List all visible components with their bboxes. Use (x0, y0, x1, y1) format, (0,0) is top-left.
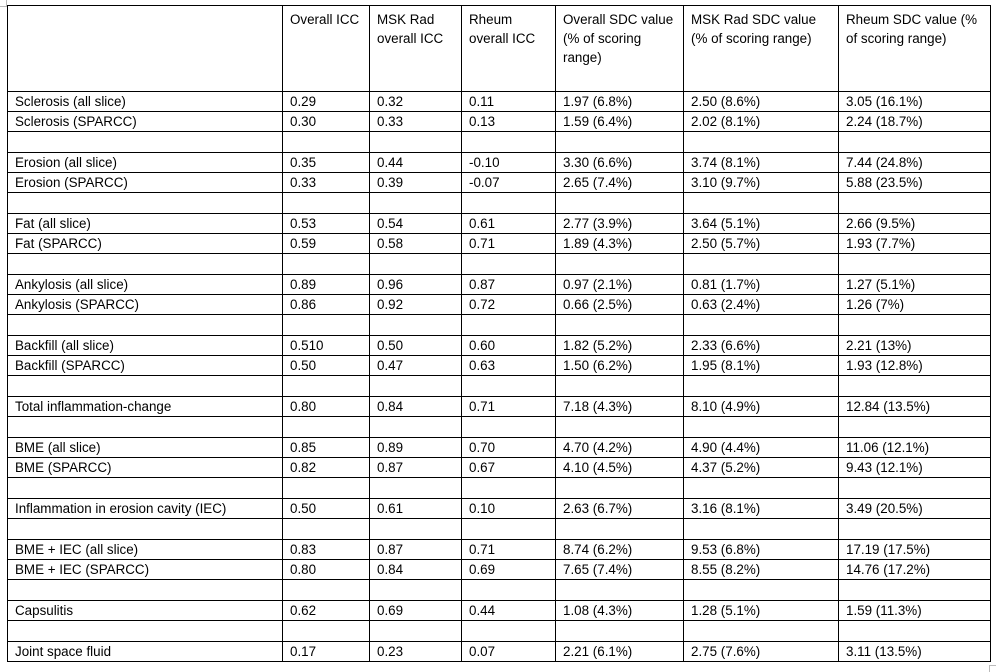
cell-rheum-icc (462, 132, 556, 153)
header-msk-rad-icc: MSK Rad overall ICC (370, 6, 462, 92)
cell-rheum-sdc (839, 621, 991, 642)
cell-msk-rad-icc: 0.23 (370, 642, 462, 662)
cell-rheum-icc: 0.67 (462, 458, 556, 478)
cell-msk-rad-sdc (684, 132, 839, 153)
cell-measure: Inflammation in erosion cavity (IEC) (8, 499, 283, 519)
cell-rheum-icc: 0.71 (462, 540, 556, 560)
icc-sdc-table (7, 5, 991, 662)
cell-msk-rad-icc (370, 132, 462, 153)
header-rheum-sdc: Rheum SDC value (% of scoring range) (839, 6, 991, 92)
cell-overall-icc (283, 478, 370, 499)
cell-rheum-sdc: 2.24 (18.7%) (839, 112, 991, 132)
table-row (8, 540, 991, 560)
cell-measure (8, 621, 283, 642)
cell-overall-icc: 0.29 (283, 92, 370, 112)
cell-rheum-sdc: 3.11 (13.5%) (839, 642, 991, 662)
cell-measure: BME + IEC (all slice) (8, 540, 283, 560)
cell-msk-rad-icc (370, 254, 462, 275)
header-msk-rad-sdc: MSK Rad SDC value (% of scoring range) (684, 6, 839, 92)
cell-msk-rad-icc (370, 519, 462, 540)
cell-overall-sdc: 2.63 (6.7%) (556, 499, 684, 519)
cell-measure (8, 478, 283, 499)
cell-overall-sdc (556, 193, 684, 214)
cell-msk-rad-sdc: 2.33 (6.6%) (684, 336, 839, 356)
cell-overall-icc (283, 315, 370, 336)
header-overall-sdc: Overall SDC value (% of scoring range) (556, 6, 684, 92)
table-row (8, 153, 991, 173)
cell-measure (8, 580, 283, 601)
cell-overall-sdc (556, 132, 684, 153)
spacer-row (8, 376, 991, 397)
cell-overall-sdc: 1.50 (6.2%) (556, 356, 684, 376)
cell-rheum-sdc: 2.21 (13%) (839, 336, 991, 356)
cell-rheum-icc (462, 193, 556, 214)
table-row (8, 234, 991, 254)
table-row (8, 397, 991, 417)
cell-overall-icc (283, 376, 370, 397)
cell-rheum-icc: 0.07 (462, 642, 556, 662)
cell-msk-rad-icc: 0.92 (370, 295, 462, 315)
spacer-row (8, 478, 991, 499)
cell-rheum-icc: -0.07 (462, 173, 556, 193)
table-row (8, 601, 991, 621)
cell-rheum-sdc: 1.93 (7.7%) (839, 234, 991, 254)
cell-measure (8, 519, 283, 540)
table-row (8, 92, 991, 112)
cell-rheum-sdc (839, 478, 991, 499)
spacer-row (8, 580, 991, 601)
cell-measure: Joint space fluid (8, 642, 283, 662)
cell-msk-rad-sdc: 1.28 (5.1%) (684, 601, 839, 621)
cell-msk-rad-sdc: 2.50 (5.7%) (684, 234, 839, 254)
table-row (8, 642, 991, 662)
spacer-row (8, 132, 991, 153)
cell-rheum-icc: 0.69 (462, 560, 556, 580)
cell-rheum-sdc (839, 376, 991, 397)
cell-rheum-sdc (839, 519, 991, 540)
cell-overall-icc: 0.50 (283, 499, 370, 519)
cell-overall-sdc (556, 478, 684, 499)
cell-rheum-icc (462, 254, 556, 275)
cell-msk-rad-sdc: 2.02 (8.1%) (684, 112, 839, 132)
cell-msk-rad-sdc (684, 621, 839, 642)
cell-msk-rad-icc: 0.47 (370, 356, 462, 376)
cell-overall-sdc: 4.70 (4.2%) (556, 438, 684, 458)
cell-msk-rad-sdc: 3.64 (5.1%) (684, 214, 839, 234)
cell-overall-sdc: 2.65 (7.4%) (556, 173, 684, 193)
cell-msk-rad-sdc: 4.37 (5.2%) (684, 458, 839, 478)
cell-overall-icc: 0.53 (283, 214, 370, 234)
cell-overall-icc: 0.50 (283, 356, 370, 376)
cell-rheum-icc (462, 519, 556, 540)
table-row (8, 336, 991, 356)
cell-measure: Erosion (SPARCC) (8, 173, 283, 193)
cell-measure: BME (SPARCC) (8, 458, 283, 478)
cell-rheum-sdc: 7.44 (24.8%) (839, 153, 991, 173)
cell-measure: Fat (all slice) (8, 214, 283, 234)
cell-rheum-icc: 0.13 (462, 112, 556, 132)
header-measure (8, 6, 283, 92)
cell-msk-rad-icc (370, 417, 462, 438)
cell-msk-rad-icc: 0.84 (370, 397, 462, 417)
cell-overall-sdc: 2.21 (6.1%) (556, 642, 684, 662)
cell-overall-sdc: 7.18 (4.3%) (556, 397, 684, 417)
cell-msk-rad-sdc (684, 417, 839, 438)
cell-overall-sdc: 1.97 (6.8%) (556, 92, 684, 112)
cell-rheum-sdc (839, 417, 991, 438)
cell-overall-sdc (556, 254, 684, 275)
cell-rheum-sdc: 9.43 (12.1%) (839, 458, 991, 478)
cell-rheum-sdc (839, 193, 991, 214)
cell-rheum-icc: 0.11 (462, 92, 556, 112)
cell-msk-rad-sdc: 3.16 (8.1%) (684, 499, 839, 519)
cell-rheum-sdc: 14.76 (17.2%) (839, 560, 991, 580)
cell-msk-rad-sdc (684, 315, 839, 336)
cell-overall-sdc: 0.66 (2.5%) (556, 295, 684, 315)
cell-overall-icc: 0.62 (283, 601, 370, 621)
cell-overall-sdc (556, 621, 684, 642)
table-row (8, 356, 991, 376)
cell-overall-icc (283, 254, 370, 275)
cell-measure: Fat (SPARCC) (8, 234, 283, 254)
spacer-row (8, 621, 991, 642)
cell-msk-rad-icc: 0.54 (370, 214, 462, 234)
cell-rheum-icc (462, 580, 556, 601)
cell-msk-rad-icc (370, 621, 462, 642)
cell-msk-rad-sdc: 4.90 (4.4%) (684, 438, 839, 458)
table-container (7, 5, 991, 662)
cell-overall-sdc: 0.97 (2.1%) (556, 275, 684, 295)
cell-msk-rad-sdc: 3.74 (8.1%) (684, 153, 839, 173)
cell-rheum-sdc: 1.59 (11.3%) (839, 601, 991, 621)
cell-msk-rad-sdc: 9.53 (6.8%) (684, 540, 839, 560)
cell-msk-rad-icc: 0.39 (370, 173, 462, 193)
cell-msk-rad-icc: 0.89 (370, 438, 462, 458)
header-overall-icc: Overall ICC (283, 6, 370, 92)
cell-msk-rad-icc (370, 376, 462, 397)
cell-msk-rad-sdc: 2.50 (8.6%) (684, 92, 839, 112)
cell-msk-rad-icc (370, 193, 462, 214)
cell-msk-rad-sdc: 1.95 (8.1%) (684, 356, 839, 376)
cell-rheum-icc: 0.10 (462, 499, 556, 519)
cell-measure: Ankylosis (all slice) (8, 275, 283, 295)
table-row (8, 275, 991, 295)
cell-overall-sdc (556, 315, 684, 336)
cell-overall-icc: 0.80 (283, 397, 370, 417)
cell-msk-rad-sdc (684, 519, 839, 540)
cell-measure: Ankylosis (SPARCC) (8, 295, 283, 315)
cell-overall-sdc: 3.30 (6.6%) (556, 153, 684, 173)
cell-measure: Sclerosis (SPARCC) (8, 112, 283, 132)
cell-overall-icc (283, 580, 370, 601)
spacer-row (8, 417, 991, 438)
table-row (8, 438, 991, 458)
cell-msk-rad-sdc (684, 254, 839, 275)
cell-msk-rad-icc: 0.32 (370, 92, 462, 112)
cell-overall-sdc (556, 417, 684, 438)
cell-rheum-icc (462, 376, 556, 397)
cell-overall-icc: 0.82 (283, 458, 370, 478)
cell-rheum-sdc: 3.49 (20.5%) (839, 499, 991, 519)
cell-msk-rad-sdc (684, 478, 839, 499)
cell-rheum-icc: 0.87 (462, 275, 556, 295)
cell-overall-sdc: 4.10 (4.5%) (556, 458, 684, 478)
cell-msk-rad-icc (370, 315, 462, 336)
cell-overall-icc (283, 519, 370, 540)
cell-rheum-sdc: 17.19 (17.5%) (839, 540, 991, 560)
cell-msk-rad-sdc: 8.55 (8.2%) (684, 560, 839, 580)
page-corner-mark (0, 0, 7, 7)
cell-rheum-sdc: 3.05 (16.1%) (839, 92, 991, 112)
table-row (8, 295, 991, 315)
cell-rheum-icc: 0.63 (462, 356, 556, 376)
cell-overall-icc: 0.35 (283, 153, 370, 173)
cell-rheum-sdc: 1.27 (5.1%) (839, 275, 991, 295)
cell-overall-sdc (556, 580, 684, 601)
cell-msk-rad-icc: 0.58 (370, 234, 462, 254)
cell-msk-rad-sdc: 2.75 (7.6%) (684, 642, 839, 662)
cell-msk-rad-sdc (684, 193, 839, 214)
spacer-row (8, 254, 991, 275)
cell-rheum-icc: 0.44 (462, 601, 556, 621)
spacer-row (8, 193, 991, 214)
cell-measure: BME (all slice) (8, 438, 283, 458)
cell-overall-icc: 0.510 (283, 336, 370, 356)
cell-overall-icc: 0.17 (283, 642, 370, 662)
cell-overall-sdc: 2.77 (3.9%) (556, 214, 684, 234)
cell-rheum-sdc: 5.88 (23.5%) (839, 173, 991, 193)
cell-measure (8, 132, 283, 153)
cell-overall-icc: 0.86 (283, 295, 370, 315)
cell-overall-sdc: 1.89 (4.3%) (556, 234, 684, 254)
header-rheum-icc: Rheum overall ICC (462, 6, 556, 92)
cell-rheum-sdc: 1.93 (12.8%) (839, 356, 991, 376)
cell-measure (8, 193, 283, 214)
cell-overall-sdc (556, 376, 684, 397)
cell-overall-sdc: 8.74 (6.2%) (556, 540, 684, 560)
cell-rheum-sdc (839, 254, 991, 275)
cell-rheum-icc (462, 315, 556, 336)
cell-measure: Capsulitis (8, 601, 283, 621)
cell-overall-icc: 0.59 (283, 234, 370, 254)
cell-msk-rad-icc: 0.96 (370, 275, 462, 295)
cell-overall-sdc: 1.59 (6.4%) (556, 112, 684, 132)
cell-overall-icc: 0.30 (283, 112, 370, 132)
cell-rheum-icc: 0.71 (462, 234, 556, 254)
header-row (8, 6, 991, 92)
cell-overall-icc: 0.33 (283, 173, 370, 193)
cell-rheum-sdc (839, 580, 991, 601)
cell-msk-rad-icc: 0.33 (370, 112, 462, 132)
cell-rheum-sdc (839, 315, 991, 336)
cell-rheum-sdc: 12.84 (13.5%) (839, 397, 991, 417)
cell-msk-rad-icc: 0.87 (370, 540, 462, 560)
cell-rheum-icc: -0.10 (462, 153, 556, 173)
cell-overall-sdc: 1.82 (5.2%) (556, 336, 684, 356)
cell-overall-icc: 0.85 (283, 438, 370, 458)
cell-rheum-sdc: 1.26 (7%) (839, 295, 991, 315)
cell-msk-rad-icc: 0.84 (370, 560, 462, 580)
cell-measure: Backfill (SPARCC) (8, 356, 283, 376)
cell-msk-rad-icc: 0.69 (370, 601, 462, 621)
cell-measure: Total inflammation-change (8, 397, 283, 417)
cell-rheum-icc (462, 478, 556, 499)
cell-measure (8, 376, 283, 397)
cell-measure: Backfill (all slice) (8, 336, 283, 356)
cell-measure: Erosion (all slice) (8, 153, 283, 173)
cell-rheum-icc: 0.72 (462, 295, 556, 315)
table-row (8, 214, 991, 234)
page-corner-mark (989, 665, 996, 672)
cell-measure (8, 315, 283, 336)
cell-msk-rad-sdc: 8.10 (4.9%) (684, 397, 839, 417)
spacer-row (8, 315, 991, 336)
cell-overall-icc: 0.89 (283, 275, 370, 295)
cell-measure: Sclerosis (all slice) (8, 92, 283, 112)
cell-rheum-icc: 0.71 (462, 397, 556, 417)
cell-msk-rad-icc (370, 478, 462, 499)
cell-msk-rad-sdc: 0.63 (2.4%) (684, 295, 839, 315)
cell-msk-rad-icc: 0.44 (370, 153, 462, 173)
cell-rheum-icc: 0.60 (462, 336, 556, 356)
cell-msk-rad-icc: 0.61 (370, 499, 462, 519)
cell-rheum-icc (462, 621, 556, 642)
cell-msk-rad-sdc: 0.81 (1.7%) (684, 275, 839, 295)
cell-rheum-icc: 0.61 (462, 214, 556, 234)
cell-overall-icc: 0.83 (283, 540, 370, 560)
cell-rheum-icc: 0.70 (462, 438, 556, 458)
cell-overall-icc (283, 417, 370, 438)
cell-overall-icc (283, 132, 370, 153)
cell-msk-rad-sdc: 3.10 (9.7%) (684, 173, 839, 193)
cell-rheum-sdc: 2.66 (9.5%) (839, 214, 991, 234)
cell-overall-sdc: 1.08 (4.3%) (556, 601, 684, 621)
cell-overall-icc (283, 193, 370, 214)
cell-overall-icc (283, 621, 370, 642)
cell-measure (8, 417, 283, 438)
cell-overall-sdc (556, 519, 684, 540)
cell-rheum-icc (462, 417, 556, 438)
cell-rheum-sdc: 11.06 (12.1%) (839, 438, 991, 458)
cell-msk-rad-sdc (684, 376, 839, 397)
cell-msk-rad-sdc (684, 580, 839, 601)
spacer-row (8, 519, 991, 540)
cell-overall-sdc: 7.65 (7.4%) (556, 560, 684, 580)
cell-rheum-sdc (839, 132, 991, 153)
table-row (8, 458, 991, 478)
cell-msk-rad-icc: 0.50 (370, 336, 462, 356)
table-row (8, 112, 991, 132)
table-row (8, 560, 991, 580)
cell-msk-rad-icc: 0.87 (370, 458, 462, 478)
cell-measure: BME + IEC (SPARCC) (8, 560, 283, 580)
table-row (8, 499, 991, 519)
table-row (8, 173, 991, 193)
cell-msk-rad-icc (370, 580, 462, 601)
cell-overall-icc: 0.80 (283, 560, 370, 580)
cell-measure (8, 254, 283, 275)
